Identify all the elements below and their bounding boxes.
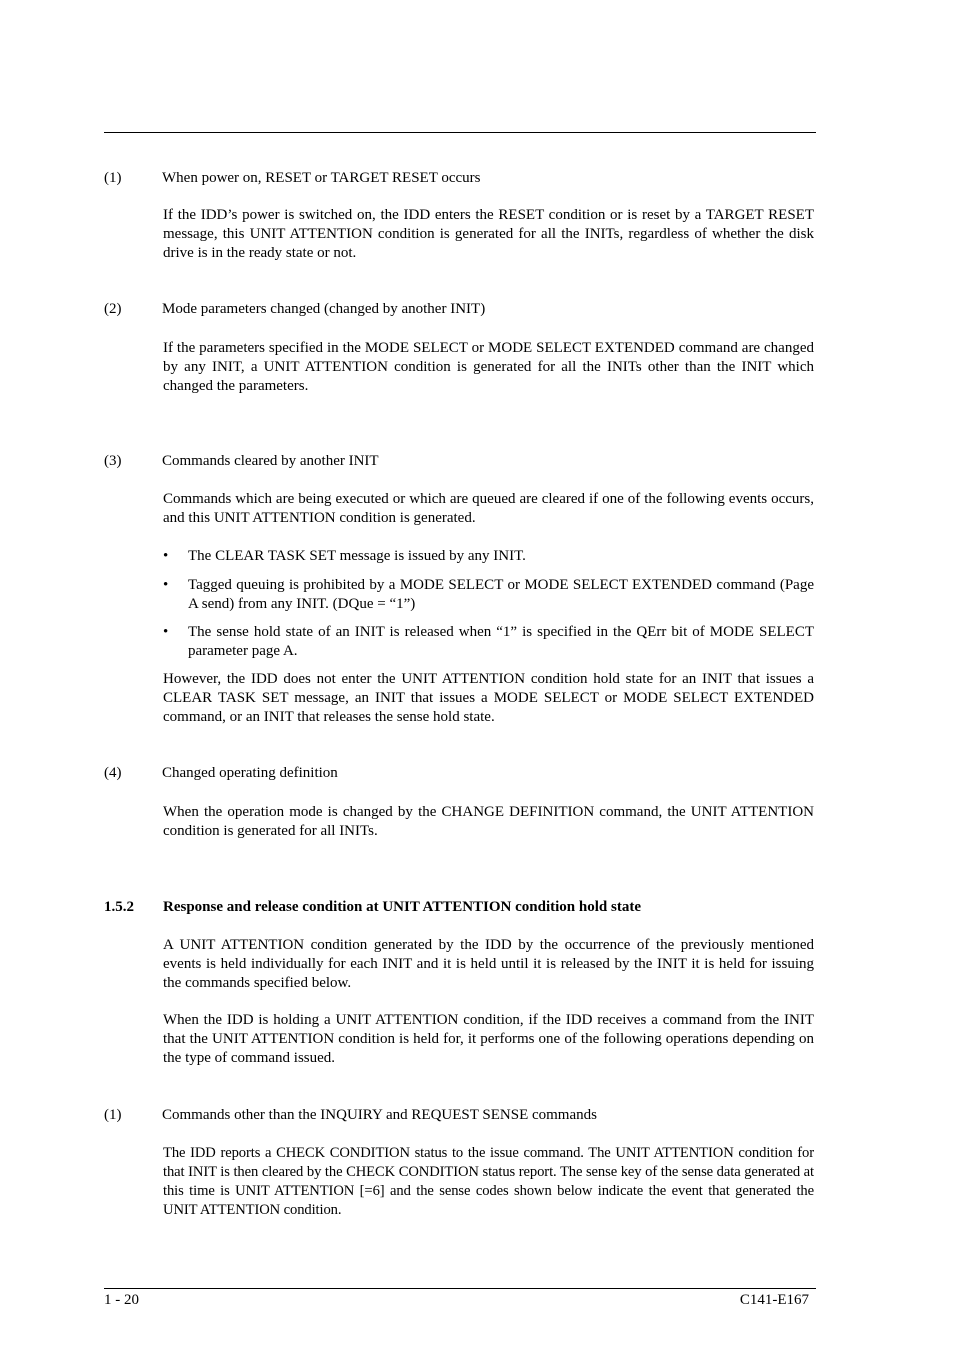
item-number: (4) [104,765,122,781]
page-number: 1 - 20 [104,1292,139,1308]
list-item [163,547,814,566]
paragraph-holding-condition: When the IDD is holding a UNIT ATTENTION condition, if the IDD receives a command from the INIT that the UNIT ATTENTION condition is held for, it performs one of the following operations depending on the type of command issued. [163,1012,814,1066]
paragraph-commands-cleared: Commands which are being executed or which are queued are cleared if one of the following events occurs, and this UNIT ATTENTION condition is generated. [163,491,814,526]
item-heading-4 [104,764,338,783]
item-number: (2) [104,301,122,317]
item-number: (1) [104,170,122,186]
item-heading-3 [104,452,379,471]
list-item [163,623,814,661]
item-title: When power on, RESET or TARGET RESET occurs [162,170,481,186]
list-item [163,576,814,614]
bullet-text: The sense hold state of an INIT is released when “1” is specified in the QErr bit of MODE SELECT parameter page A. [188,624,814,659]
bullet-mark: • [163,624,169,640]
paragraph-unit-attention-held: A UNIT ATTENTION condition generated by the IDD by the occurrence of the previously mentioned events is held individually for each INIT and it is held until it is released by the INIT it is held for issuing the commands specified below. [163,937,814,991]
footer-rule [104,1288,816,1289]
bullet-mark: • [163,548,169,564]
bullet-mark: • [163,577,169,593]
item-number: (1) [104,1107,122,1123]
paragraph-however: However, the IDD does not enter the UNIT ATTENTION condition hold state for an INIT that issues a CLEAR TASK SET message, an INIT that issues a MODE SELECT or MODE SELECT EXTENDED command, or an INIT that releases the sense hold state. [163,671,814,725]
bullet-text: The CLEAR TASK SET message is issued by any INIT. [188,548,526,564]
item-title: Commands cleared by another INIT [162,453,379,469]
section-title: Response and release condition at UNIT ATTENTION condition hold state [163,899,641,915]
document-code: C141-E167 [739,1292,809,1308]
header-rule [104,132,816,133]
paragraph-mode-parameters: If the parameters specified in the MODE SELECT or MODE SELECT EXTENDED command are changed by any INIT, a UNIT ATTENTION condition is generated for all the INITs other than the INIT which changed the parameters. [163,340,814,394]
item-title: Commands other than the INQUIRY and REQUEST SENSE commands [162,1107,597,1123]
paragraph-operating-definition: When the operation mode is changed by the CHANGE DEFINITION command, the UNIT ATTENTION condition is generated for all INITs. [163,804,814,839]
paragraph-check-condition: The IDD reports a CHECK CONDITION status to the issue command. The UNIT ATTENTION condition for that INIT is then cleared by the CHECK CONDITION status report. The sense key of the sense data generated at this time is UNIT ATTENTION [=6] and the sense codes shown below indicate the event that generated the UNIT ATTENTION condition. [163,1145,814,1218]
item-heading-2 [104,300,485,319]
item-title: Changed operating definition [162,765,338,781]
item-heading-1 [104,169,481,188]
item-number: (3) [104,453,122,469]
item-title: Mode parameters changed (changed by another INIT) [162,301,486,317]
section-number: 1.5.2 [104,899,134,915]
paragraph-power-on: If the IDD’s power is switched on, the IDD enters the RESET condition or is reset by a TARGET RESET message, this UNIT ATTENTION condition is generated for all the INITs, regardless of whether the disk drive is in the ready state or not. [163,207,814,261]
section-heading [104,898,641,917]
item-heading-5 [104,1106,597,1125]
bullet-text: Tagged queuing is prohibited by a MODE SELECT or MODE SELECT EXTENDED command (Page A send) from any INIT. (DQue = “1”) [188,577,814,612]
